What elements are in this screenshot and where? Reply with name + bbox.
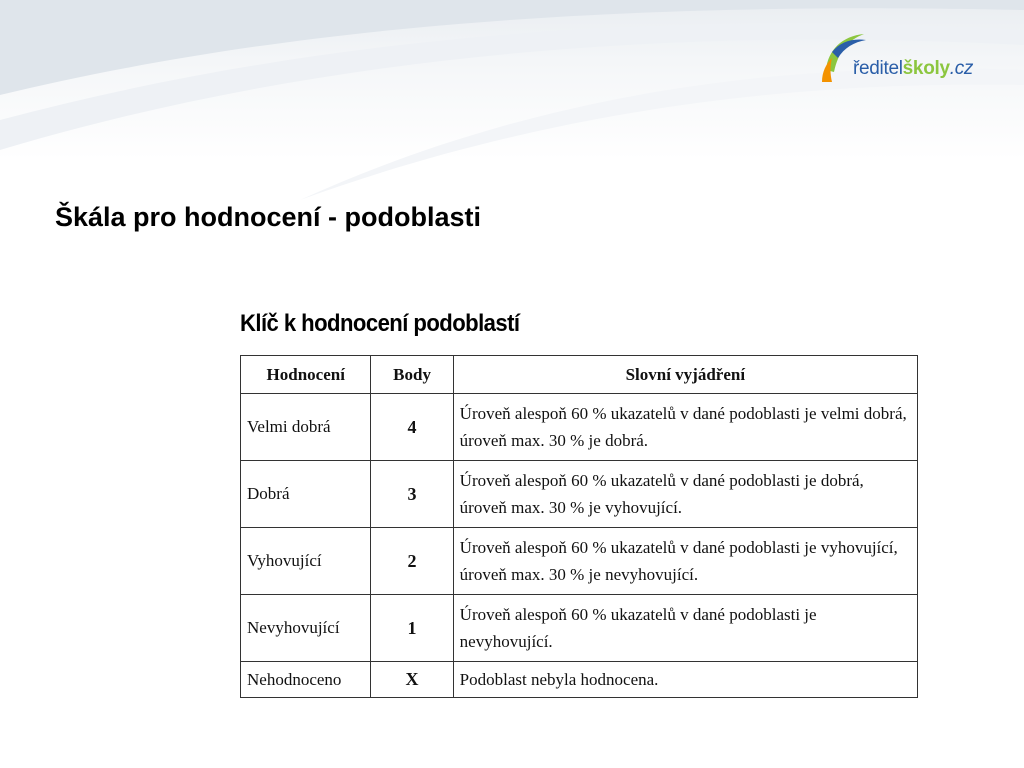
cell-points: 2 xyxy=(371,528,453,595)
page-title: Škála pro hodnocení - podoblasti xyxy=(55,202,482,232)
cell-rating: Dobrá xyxy=(241,461,371,528)
cell-points: 3 xyxy=(371,461,453,528)
cell-rating: Nevyhovující xyxy=(241,595,371,662)
cell-description: Úroveň alespoň 60 % ukazatelů v dané podoblasti je velmi dobrá, úroveň max. 30 % je dobrá. xyxy=(453,394,917,461)
table-row xyxy=(241,595,918,662)
cell-description: Úroveň alespoň 60 % ukazatelů v dané podoblasti je nevyhovující. xyxy=(453,595,917,662)
cell-points: 4 xyxy=(371,394,453,461)
logo-text-part3: .cz xyxy=(949,58,974,79)
header-rating: Hodnocení xyxy=(241,356,371,394)
cell-points: 1 xyxy=(371,595,453,662)
cell-rating: Vyhovující xyxy=(241,528,371,595)
logo-text-part2: školy xyxy=(902,58,950,79)
cell-description: Podoblast nebyla hodnocena. xyxy=(453,662,917,698)
rating-scale-table xyxy=(240,355,918,698)
logo-text xyxy=(853,58,973,80)
cell-description: Úroveň alespoň 60 % ukazatelů v dané podoblasti je dobrá, úroveň max. 30 % je vyhovující. xyxy=(453,461,917,528)
header-description: Slovní vyjádření xyxy=(453,356,917,394)
table-row xyxy=(241,461,918,528)
table-row xyxy=(241,528,918,595)
table-row xyxy=(241,662,918,698)
cell-rating: Velmi dobrá xyxy=(241,394,371,461)
cell-rating: Nehodnoceno xyxy=(241,662,371,698)
logo-text-part1: ředitel xyxy=(853,58,903,79)
header-points: Body xyxy=(371,356,453,394)
cell-description: Úroveň alespoň 60 % ukazatelů v dané podoblasti je vyhovující, úroveň max. 30 % je nevyhovující. xyxy=(453,528,917,595)
table-row xyxy=(241,394,918,461)
logo[interactable] xyxy=(818,28,998,88)
table-header-row xyxy=(241,356,918,394)
table-caption: Klíč k hodnocení podoblastí xyxy=(240,310,520,337)
cell-points: X xyxy=(371,662,453,698)
